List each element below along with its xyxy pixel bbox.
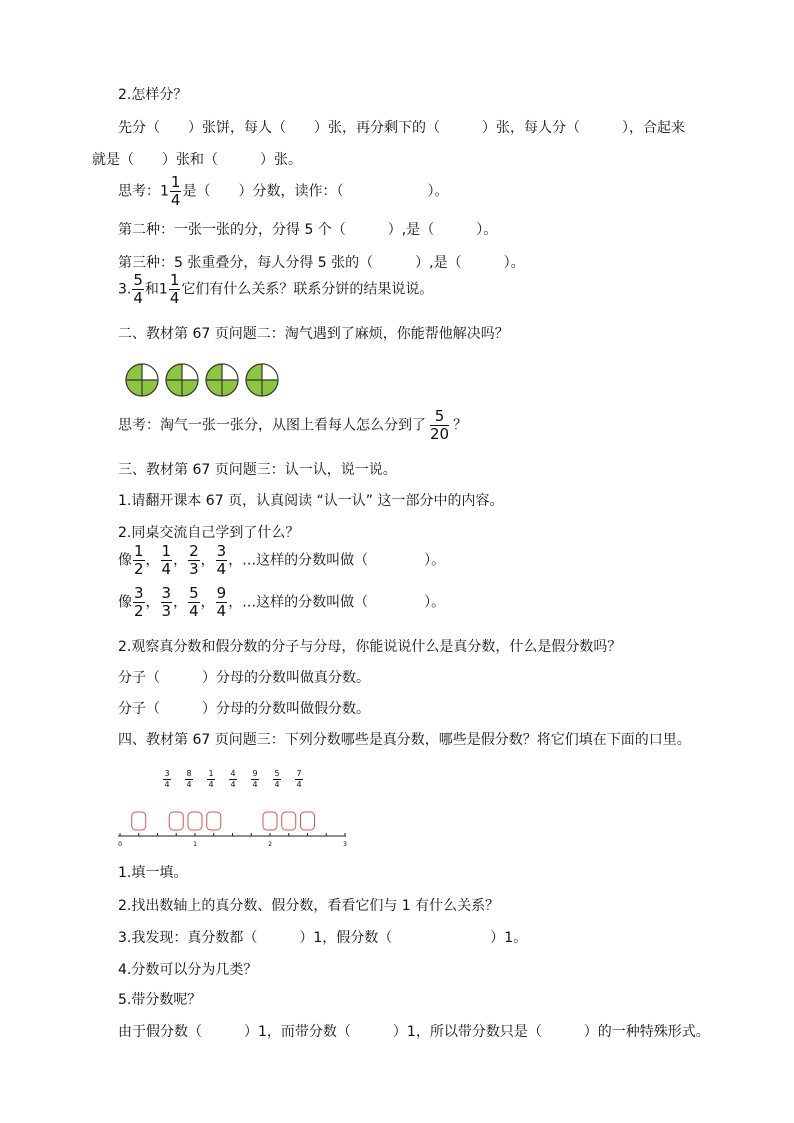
small-fraction-num: 8 <box>186 769 192 778</box>
comma: ， <box>200 552 215 569</box>
pie-white-quarter <box>142 364 158 380</box>
q4-item4: 4.分数可以分为几类？ <box>118 962 258 978</box>
small-fraction <box>178 770 200 789</box>
like-suffix: ，…这样的分数叫做（ ）。 <box>228 552 446 569</box>
fraction-numerator: 9 <box>216 584 227 602</box>
number-line <box>116 808 348 854</box>
s3-item1: 1.请翻开课本 67 页，认真阅读 “认一认” 这一部分中的内容。 <box>118 493 504 509</box>
fraction-numerator: 3 <box>134 584 144 602</box>
q3-whole: 1 <box>158 281 168 298</box>
think2-text: 思考：淘气一张一张分，从图上看每人怎么分到了 <box>118 417 426 434</box>
like-fraction <box>161 586 173 619</box>
pie-white-quarter <box>222 364 238 380</box>
fraction-denominator: 3 <box>189 560 199 578</box>
think2-suffix: ？ <box>453 417 468 434</box>
q3-prefix: 3. <box>118 281 132 298</box>
q2-line1: 先分（ ）张饼，每人（ ）张，再分剩下的（ ）张，每人分（ ），合起来 <box>118 120 685 136</box>
small-fraction <box>200 770 222 789</box>
think2-fraction <box>430 409 449 442</box>
q2-title: 2.怎样分？ <box>118 87 188 103</box>
like-prefix: 像 <box>118 594 132 611</box>
section2-title: 二、教材第 67 页问题二：淘气遇到了麻烦，你能帮他解决吗？ <box>118 326 509 342</box>
comma: ， <box>145 594 160 611</box>
small-fraction-num: 4 <box>230 769 236 778</box>
pie-white-quarter <box>262 364 278 380</box>
s3-item3: 2.观察真分数和假分数的分子与分母，你能说说什么是真分数，什么是假分数吗？ <box>118 639 622 655</box>
comma: ， <box>200 594 215 611</box>
like-suffix: ，…这样的分数叫做（ ）。 <box>228 594 446 611</box>
think1-fraction <box>170 175 182 208</box>
think2-num: 5 <box>430 409 449 426</box>
small-fraction-den: 4 <box>252 780 258 789</box>
answer-box[interactable] <box>132 812 146 830</box>
think1-line <box>118 175 448 208</box>
fraction-list <box>156 770 310 791</box>
small-fraction-den: 4 <box>208 780 214 789</box>
small-fraction <box>244 770 266 789</box>
small-fraction-den: 4 <box>230 780 236 789</box>
fraction-numerator: 1 <box>161 542 172 560</box>
way3-line: 第三种：5 张重叠分，每人分得 5 张的（ ）,是（ ）。 <box>118 255 525 271</box>
like-fraction <box>216 586 228 619</box>
q4-item3: 3.我发现：真分数都（ ）1，假分数（ ）1。 <box>118 930 528 946</box>
fraction-numerator: 3 <box>216 542 227 560</box>
q4-item1: 1.填一填。 <box>118 865 188 881</box>
pie-white-quarter <box>182 364 198 380</box>
think2-line <box>118 409 467 442</box>
axis-label: 2 <box>268 841 272 848</box>
pie-circle <box>204 362 240 398</box>
like-fraction <box>188 586 200 619</box>
small-fraction <box>156 770 178 789</box>
number-line-svg <box>116 808 348 850</box>
answer-box[interactable] <box>301 812 315 830</box>
like2-line <box>118 586 445 619</box>
think1-whole: 1 <box>160 183 169 200</box>
fraction-denominator: 4 <box>216 602 227 620</box>
fraction-denominator: 3 <box>161 602 172 620</box>
fraction-numerator: 5 <box>189 584 199 602</box>
fraction-numerator: 1 <box>134 542 144 560</box>
like-prefix: 像 <box>118 552 132 569</box>
fraction-denominator: 4 <box>189 602 199 620</box>
comma: ， <box>173 552 188 569</box>
improper-def: 分子（ ）分母的分数叫做假分数。 <box>118 701 370 717</box>
q4-item2: 2.找出数轴上的真分数、假分数，看看它们与 1 有什么关系？ <box>118 898 500 914</box>
like1-line <box>118 544 445 577</box>
like-fraction <box>216 544 228 577</box>
q3-fraction-1 <box>132 273 144 306</box>
s3-item2: 2.同桌交流自己学到了什么？ <box>118 525 300 541</box>
q3-f1-num: 5 <box>133 271 143 289</box>
small-fraction-num: 9 <box>252 769 258 778</box>
think1-suffix: 是（ ）分数，读作：（ ）。 <box>182 183 449 200</box>
small-fraction-num: 5 <box>274 769 280 778</box>
axis-label: 3 <box>343 841 347 848</box>
small-fraction <box>288 770 310 789</box>
small-fraction-num: 7 <box>296 769 302 778</box>
small-fraction-num: 3 <box>164 769 170 778</box>
like-fraction <box>188 544 200 577</box>
like-fraction <box>133 544 145 577</box>
q3-line <box>118 273 433 306</box>
think2-den: 20 <box>430 425 450 443</box>
q3-suffix: 它们有什么关系？联系分饼的结果说说。 <box>181 281 434 298</box>
comma: ， <box>145 552 160 569</box>
like-fraction <box>133 586 145 619</box>
section3-title: 三、教材第 67 页问题三：认一认，说一说。 <box>118 462 397 478</box>
q3-mid: 和 <box>144 281 159 298</box>
q3-f1-den: 4 <box>133 289 143 307</box>
small-fraction-den: 4 <box>296 780 302 789</box>
answer-box[interactable] <box>282 812 296 830</box>
q3-fraction-2 <box>169 273 181 306</box>
fraction-denominator: 4 <box>161 560 172 578</box>
q3-f2-den: 4 <box>169 289 180 307</box>
q4-item5: 5.带分数呢？ <box>118 992 202 1008</box>
small-fraction-den: 4 <box>186 780 192 789</box>
proper-def: 分子（ ）分母的分数叫做真分数。 <box>118 670 370 686</box>
think1-num: 1 <box>170 173 181 191</box>
pie-circle <box>124 362 160 398</box>
small-fraction <box>222 770 244 789</box>
way2-line: 第二种：一张一张的分，分得 5 个（ ）,是（ ）。 <box>118 222 498 238</box>
pie-figures <box>124 362 284 402</box>
like-fraction <box>161 544 173 577</box>
answer-box[interactable] <box>207 812 221 830</box>
axis-label: 1 <box>193 841 197 848</box>
fraction-denominator: 4 <box>216 560 227 578</box>
pie-circle <box>164 362 200 398</box>
small-fraction-den: 4 <box>164 780 170 789</box>
think1-prefix: 思考： <box>118 183 160 200</box>
q2-line2: 就是（ ）张和（ ）张。 <box>92 152 302 168</box>
small-fraction <box>266 770 288 789</box>
think1-den: 4 <box>170 191 181 209</box>
answer-box[interactable] <box>169 812 183 830</box>
axis-label: 0 <box>118 841 122 848</box>
small-fraction-num: 1 <box>208 769 214 778</box>
fraction-numerator: 3 <box>161 584 172 602</box>
pie-circle <box>244 362 280 398</box>
fraction-denominator: 2 <box>134 602 144 620</box>
answer-box[interactable] <box>263 812 277 830</box>
section4-title: 四、教材第 67 页问题三：下列分数哪些是真分数，哪些是假分数？将它们填在下面的口里。 <box>118 732 691 748</box>
fraction-denominator: 2 <box>134 560 144 578</box>
fraction-numerator: 2 <box>189 542 199 560</box>
answer-box[interactable] <box>188 812 202 830</box>
comma: ， <box>173 594 188 611</box>
q4-item6: 由于假分数（ ）1，而带分数（ ）1，所以带分数只是（ ）的一种特殊形式。 <box>118 1024 710 1040</box>
small-fraction-den: 4 <box>274 780 280 789</box>
q3-f2-num: 1 <box>169 271 180 289</box>
